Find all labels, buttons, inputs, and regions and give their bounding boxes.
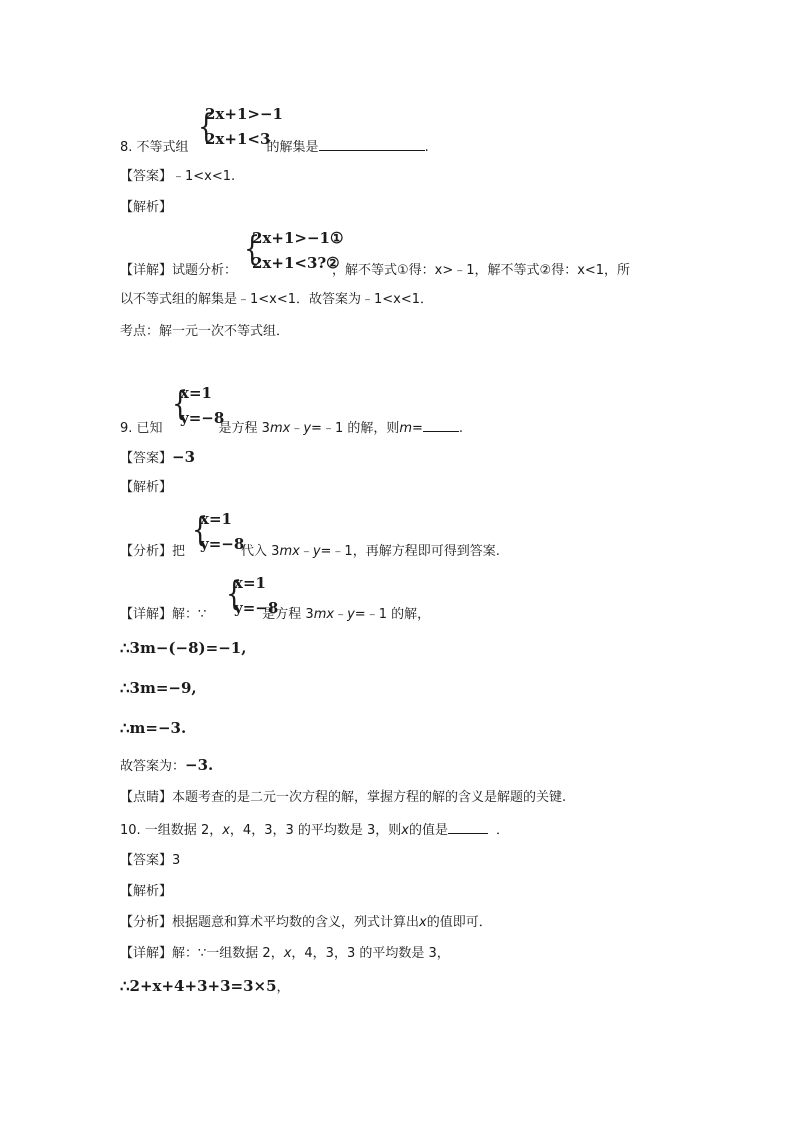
q10-end: ． [496, 823, 510, 838]
q9-step3: ∴m=−3. [120, 719, 187, 737]
q9-fenxi-system-row2: y=−8 [200, 535, 245, 553]
q9-blank[interactable] [423, 417, 459, 432]
q8-detail-lead: 试题分析： [172, 263, 238, 278]
q8-after: 的解集是 [266, 140, 319, 155]
q9-detail-text-a: 是方程 3 [262, 607, 314, 622]
q8-detail-system-row2: 2x+1<3?② [252, 254, 340, 272]
q9-question [120, 417, 463, 439]
q8-system-row2: 2x+1<3 [205, 130, 271, 148]
q10-detail-a: 解：∵一组数据 2， [172, 946, 284, 961]
q9-detail-minus: ﹣ [334, 607, 348, 622]
q8-question [120, 136, 429, 158]
q8-detail-line1 [120, 261, 630, 281]
q8-detail-system-row1: 2x+1>−1① [252, 229, 344, 247]
q10-step1-end: ， [276, 980, 290, 995]
q10-detail-tag: 【详解】 [120, 946, 173, 961]
q10-detail-b: ，4，3，3 的平均数是 3， [291, 946, 450, 961]
q9-detail-var-x: x [326, 607, 335, 622]
q10-fenxi-var-x: x [419, 915, 427, 930]
q9-final-value: −3. [185, 756, 214, 774]
q9-end: . [458, 421, 464, 436]
q10-step1: ∴2+x+4+3+3=3×5 [120, 977, 277, 995]
q10-fenxi-a: 根据题意和算术平均数的含义，列式计算出 [172, 915, 420, 930]
q8-label: 8. 不等式组 [120, 140, 189, 155]
q9-answer: −3 [172, 448, 196, 466]
q9-fenxi-lead: 把 [172, 544, 186, 559]
q9-var-m2: m [399, 421, 413, 436]
q9-text-c: =﹣1 的解，则 [311, 421, 400, 436]
q10-blank[interactable] [448, 819, 488, 834]
q9-fenxi-tag: 【分析】 [120, 544, 173, 559]
q8-kaodian: 考点：解一元一次不等式组． [120, 324, 290, 339]
q9-final-lead: 故答案为： [120, 759, 186, 774]
q9-answer-line [120, 447, 195, 469]
q8-blank[interactable] [319, 136, 425, 151]
q10-text-a: ，4，3，3 的平均数是 3，则 [229, 823, 402, 838]
q9-fenxi-text-c: =﹣1，再解方程即可得到答案. [320, 544, 500, 559]
q9-final-line [120, 755, 213, 777]
q9-fenxi-minus: ﹣ [299, 544, 313, 559]
q10-fenxi-tag: 【分析】 [120, 915, 173, 930]
q9-detail-system-row1: x=1 [234, 574, 266, 592]
q10-var-x2: x [401, 823, 409, 838]
q9-detail-tag: 【详解】 [120, 607, 173, 622]
q10-answer-tag: 【答案】 [120, 853, 173, 868]
q9-fenxi-var-x: x [292, 544, 300, 559]
q9-analysis-tag: 【解析】 [120, 480, 173, 495]
q9-detail-system-row2: y=−8 [234, 599, 279, 617]
q10-fenxi-line [120, 913, 492, 933]
q9-var-m: m [269, 421, 283, 436]
q9-text-d: = [412, 421, 423, 436]
q9-fenxi-text-a: 代入 3 [241, 544, 280, 559]
q10-question [120, 819, 509, 841]
q9-minus: ﹣ [290, 421, 304, 436]
q10-answer-line [120, 851, 180, 871]
q10-answer: 3 [172, 853, 181, 868]
q9-fenxi-system-row1: x=1 [200, 510, 232, 528]
q9-var-x: x [282, 421, 291, 436]
q9-system-brace: { [172, 384, 189, 424]
q10-detail-var-x: x [283, 946, 292, 961]
q8-system-brace: { [198, 107, 215, 147]
q8-answer-line [120, 167, 235, 187]
q9-dianjing-line [120, 788, 566, 808]
q10-step1-line [120, 976, 290, 998]
q10-label: 10. 一组数据 2， [120, 823, 223, 838]
q9-label: 9. 已知 [120, 421, 163, 436]
q8-answer-tag: 【答案】 [120, 169, 173, 184]
q9-detail-line [120, 605, 430, 625]
q10-detail-line [120, 944, 450, 964]
q8-detail-brace: { [244, 229, 261, 269]
q10-text-b: 的值是 [408, 823, 448, 838]
q9-system-row1: x=1 [180, 384, 212, 402]
q9-fenxi-brace: { [192, 510, 209, 550]
q10-analysis-tag: 【解析】 [120, 884, 173, 899]
q9-fenxi-line [120, 542, 500, 562]
q8-detail-text1: ，解不等式①得：x>﹣1，解不等式②得：x<1，所 [332, 263, 631, 278]
q9-answer-tag: 【答案】 [120, 451, 173, 466]
q9-dianjing-tag: 【点睛】 [120, 790, 173, 805]
q9-fenxi-var-m: m [279, 544, 293, 559]
q8-detail-line2: 以不等式组的解集是﹣1<x<1．故答案为﹣1<x<1． [120, 292, 434, 307]
q8-analysis-tag: 【解析】 [120, 200, 173, 215]
q9-dianjing: 本题考查的是二元一次方程的解，掌握方程的解的含义是解题的关键. [172, 790, 567, 805]
q9-var-y: y [303, 421, 312, 436]
q9-detail-brace: { [226, 574, 243, 614]
q9-detail-var-y: y [347, 607, 355, 622]
q9-fenxi-var-y: y [312, 544, 321, 559]
q9-detail-text-c: =﹣1 的解， [354, 607, 431, 622]
q9-step2: ∴3m=−9, [120, 679, 197, 697]
q9-text-a: 是方程 3 [218, 421, 270, 436]
q10-fenxi-b: 的值即可． [426, 915, 492, 930]
q8-system-row1: 2x+1>−1 [205, 105, 283, 123]
q9-step1: ∴3m−(−8)=−1, [120, 639, 247, 657]
q8-end: . [424, 140, 429, 155]
q9-system-row2: y=−8 [180, 409, 225, 427]
q9-detail-lead: 解：∵ [172, 607, 207, 622]
q8-answer: ﹣1<x<1. [172, 169, 236, 184]
q9-detail-var-m: m [313, 607, 327, 622]
q10-var-x1: x [222, 823, 230, 838]
q8-detail-tag: 【详解】 [120, 263, 173, 278]
